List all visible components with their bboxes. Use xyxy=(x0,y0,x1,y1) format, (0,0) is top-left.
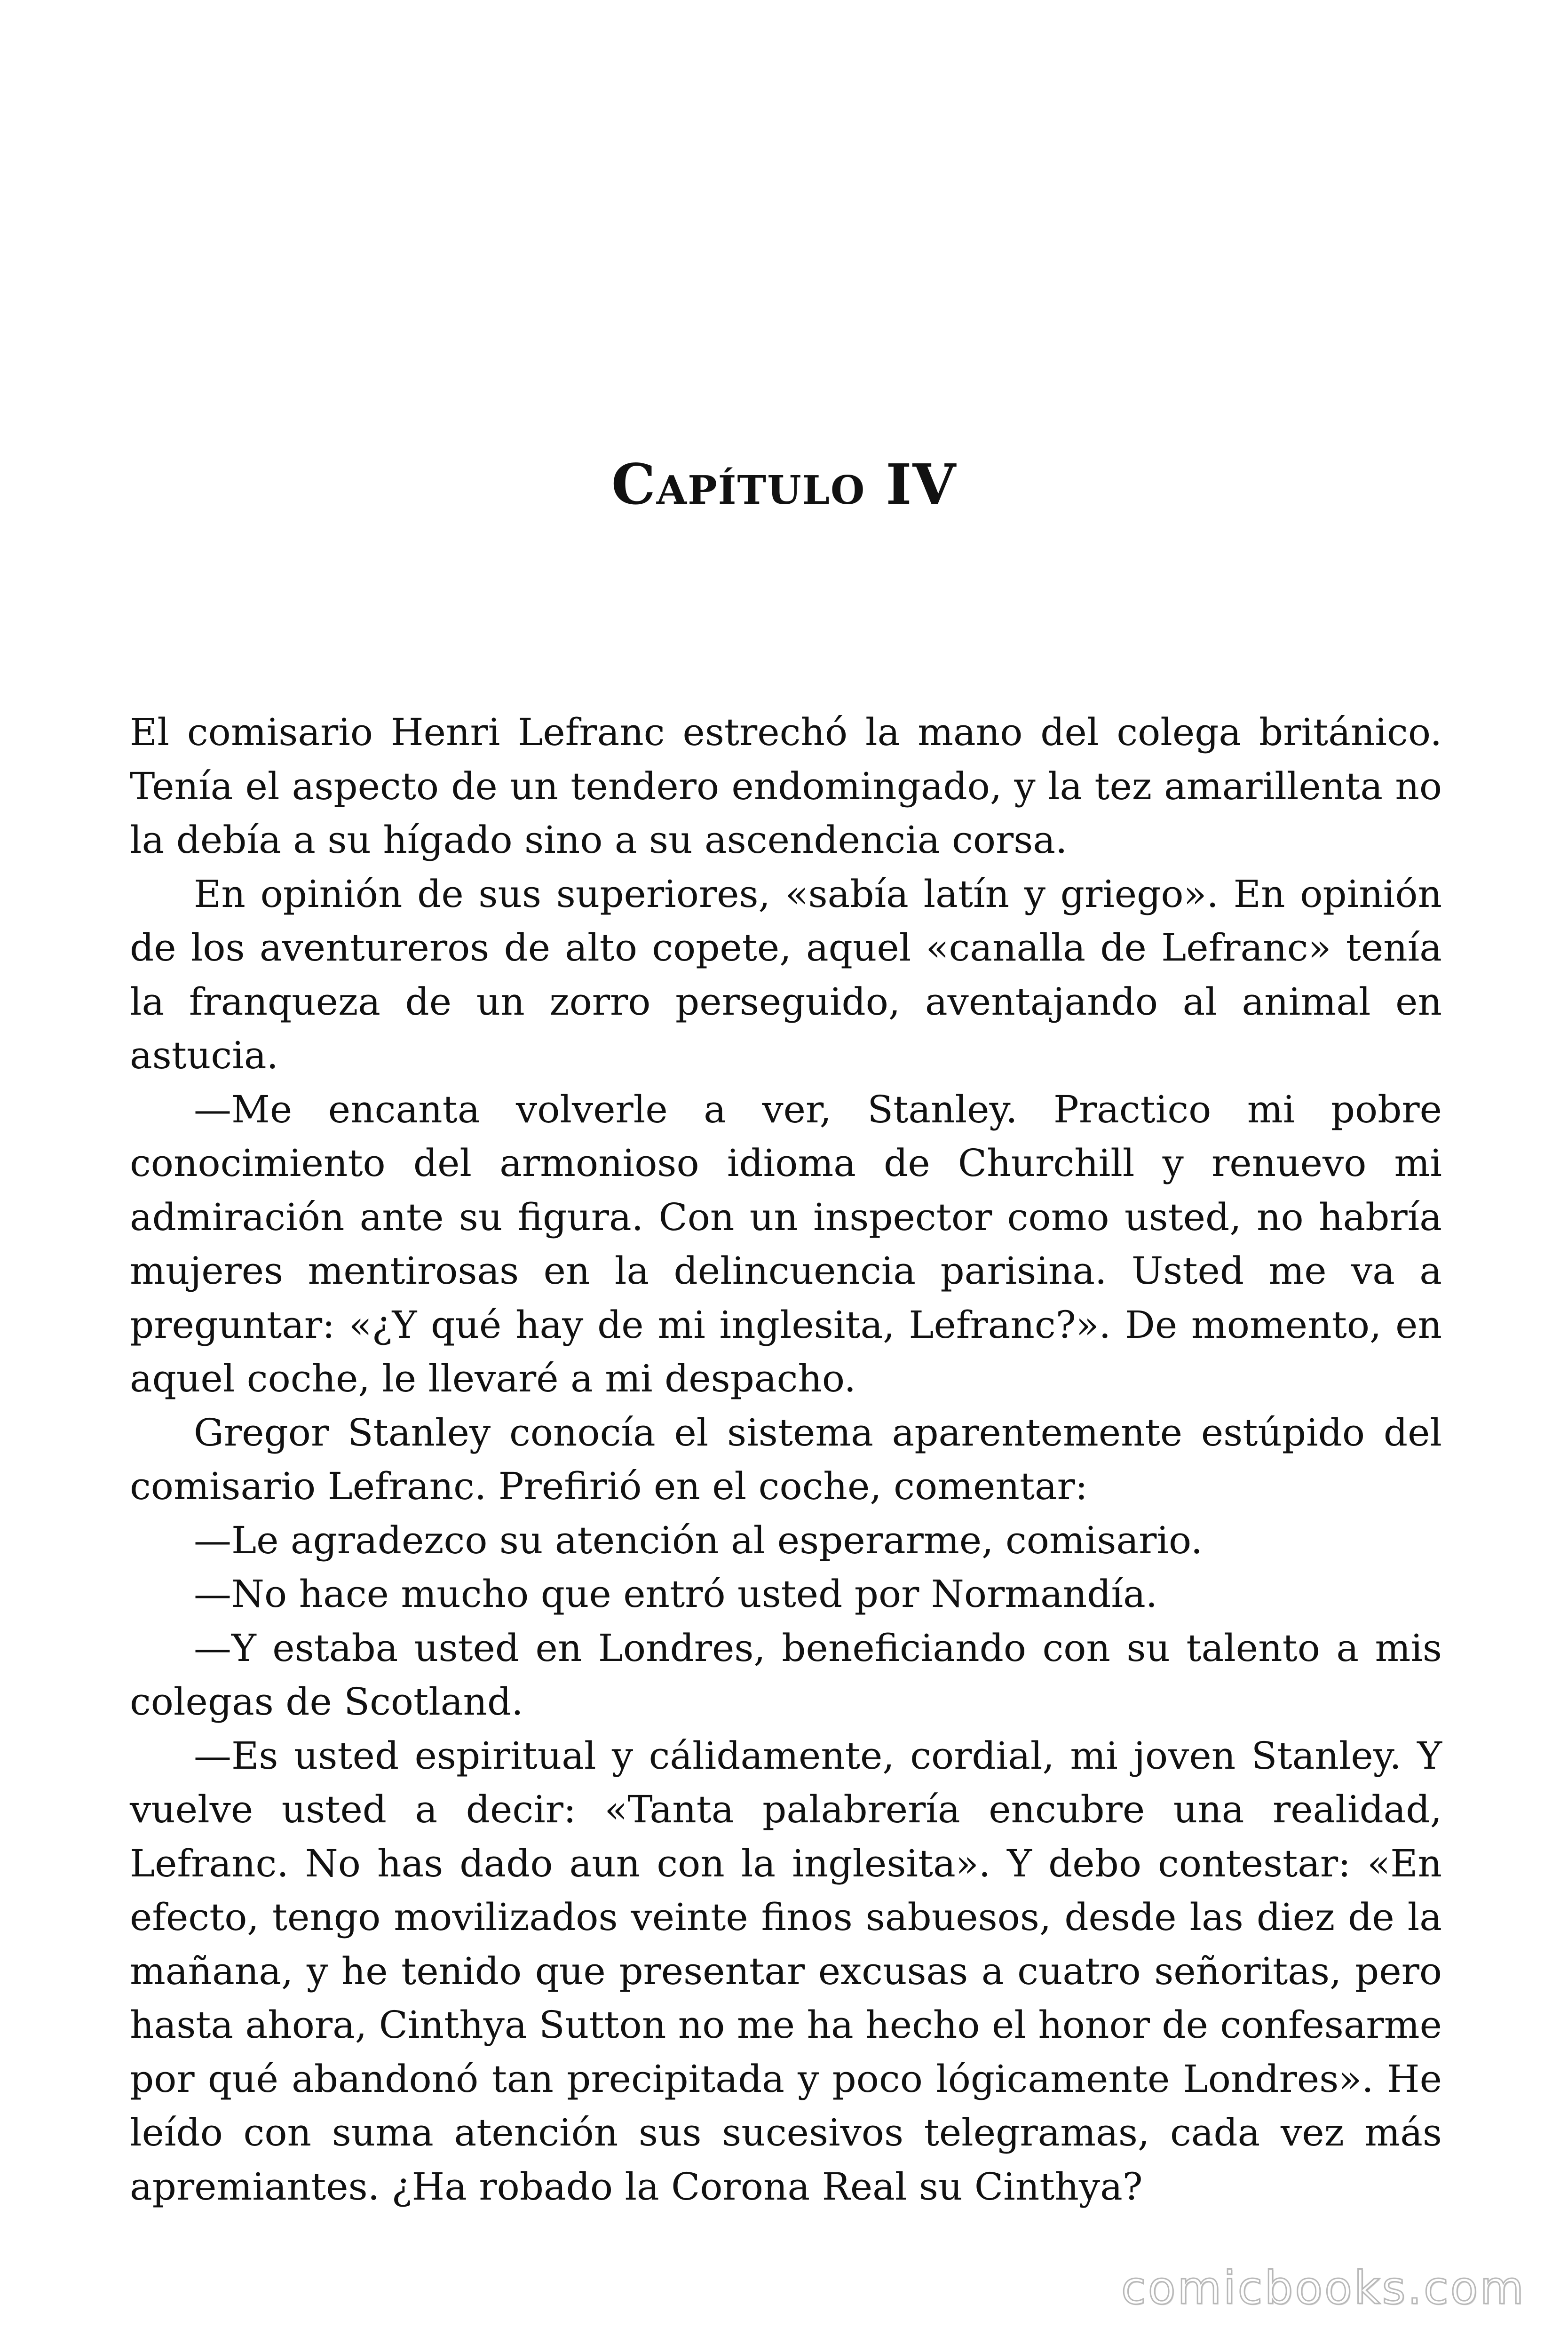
paragraph-3: —Me encanta volverle a ver, Stanley. Practico mi pobre conocimiento del armonioso idioma de Churchill y renuevo mi admiración ante su figura. Con un inspector como usted, no habría mujeres mentirosas en la delincuencia parisina. Usted me va a preguntar: «¿Y qué hay de mi inglesita, Lefranc?». De momento, en aquel coche, le llevaré a mi despacho. xyxy=(130,1087,1442,1400)
paragraph-4: Gregor Stanley conocía el sistema aparentemente estúpido del comisario Lefranc. Prefirió en el coche, comentar: xyxy=(130,1410,1442,1508)
watermark: comicbooks.com xyxy=(1121,2262,1526,2314)
paragraph-1: El comisario Henri Lefranc estrechó la mano del colega británico. Tenía el aspecto de un tendero endomingado, y la tez amarillenta no la debía a su hígado sino a su ascendencia corsa. xyxy=(130,710,1442,862)
paragraph-5: —Le agradezco su atención al esperarme, comisario. xyxy=(194,1518,1203,1562)
paragraph-2: En opinión de sus superiores, «sabía latín y griego». En opinión de los aventureros de alto copete, aquel «canalla de Lefranc» tenía la franqueza de un zorro perseguido, aventajando al animal en astucia. xyxy=(130,872,1442,1077)
chapter-body xyxy=(130,706,1442,2214)
paragraph-6: —No hace mucho que entró usted por Normandía. xyxy=(194,1572,1158,1616)
paragraph-7: —Y estaba usted en Londres, beneficiando con su talento a mis colegas de Scotland. xyxy=(130,1626,1442,1724)
paragraph-8: —Es usted espiritual y cálidamente, cordial, mi joven Stanley. Y vuelve usted a decir: «Tanta palabrería encubre una realidad, Lefranc. No has dado aun con la inglesita». Y debo contestar: «En efecto, tengo movilizados veinte finos sabuesos, desde las diez de la mañana, y he tenido que presentar excusas a cuatro señoritas, pero hasta ahora, Cinthya Sutton no me ha hecho el honor de confesarme por qué abandonó tan precipitada y poco lógicamente Londres». He leído con suma atención sus sucesivos telegramas, cada vez más apremiantes. ¿Ha robado la Corona Real su Cinthya? xyxy=(130,1733,1442,2209)
chapter-title: Capítulo IV xyxy=(611,452,957,517)
